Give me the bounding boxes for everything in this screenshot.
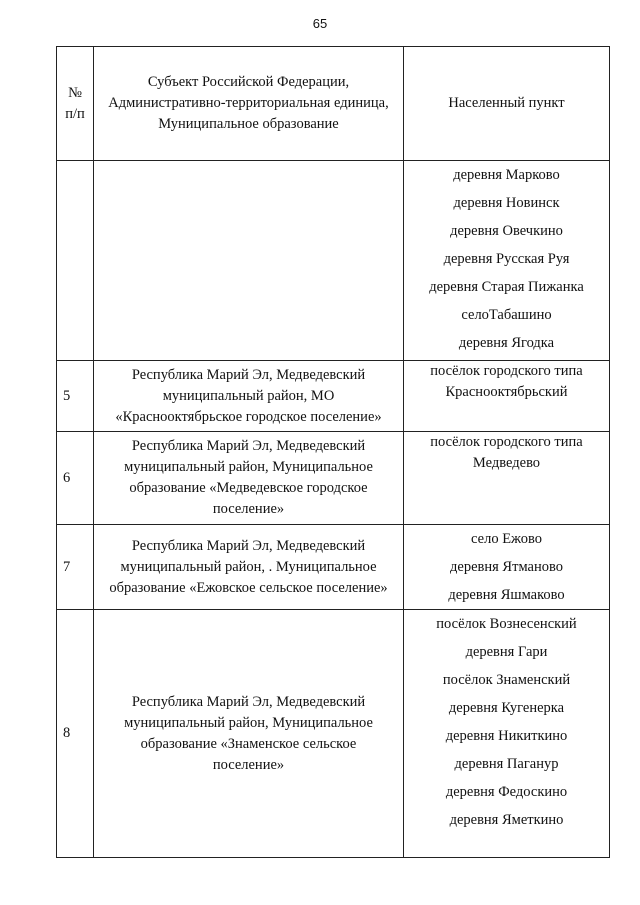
row-subject <box>94 525 404 610</box>
row-places <box>404 525 610 610</box>
place-item: деревня Овечкино <box>450 223 563 239</box>
subject-line: муниципальный район, Муниципальное <box>124 714 373 731</box>
place-item: село Ежово <box>471 531 542 547</box>
subject-line: муниципальный район, . Муниципальное <box>120 558 377 575</box>
row-places <box>404 432 610 525</box>
table-header-row <box>57 47 610 161</box>
page-number: 65 <box>312 16 328 31</box>
place-item: посёлок Знаменский <box>442 672 571 688</box>
subject-line: Республика Марий Эл, Медведевский <box>131 693 366 710</box>
place-item: Медведево <box>472 455 541 471</box>
table-row <box>57 610 610 858</box>
header-number-line: п/п <box>65 105 85 122</box>
subject-line: поселение» <box>212 501 285 517</box>
place-item: деревня Старая Пижанка <box>429 279 584 295</box>
place-item: посёлок городского типа <box>430 363 583 379</box>
place-item: деревня Кугенерка <box>448 700 565 716</box>
table-row <box>57 361 610 432</box>
row-places <box>404 161 610 361</box>
place-item: селоТабашино <box>461 307 552 323</box>
row-number: 7 <box>57 525 94 610</box>
header-place: Населенный пункт <box>404 47 610 161</box>
table-row <box>57 525 610 610</box>
row-subject <box>94 432 404 525</box>
subject-line: образование «Медведевское городское <box>129 480 368 496</box>
header-number-line: № <box>68 84 82 101</box>
row-number: 5 <box>57 361 94 432</box>
place-item: посёлок Вознесенский <box>436 616 577 632</box>
place-item: деревня Федоскино <box>445 784 568 800</box>
subject-line: поселение» <box>212 756 285 773</box>
place-item: деревня Новинск <box>453 195 560 211</box>
row-number <box>57 161 94 361</box>
place-item: деревня Марково <box>453 167 560 183</box>
row-places <box>404 610 610 858</box>
place-item: деревня Гари <box>465 644 548 660</box>
row-subject <box>94 610 404 858</box>
settlements-table <box>56 46 610 858</box>
place-item: деревня Ягодка <box>458 335 555 351</box>
place-item: деревня Паганур <box>454 756 559 772</box>
place-item: Краснооктябрьский <box>445 384 568 400</box>
row-subject <box>94 161 404 361</box>
place-item: деревня Яметкино <box>449 812 564 828</box>
header-number <box>57 47 94 161</box>
row-number: 8 <box>57 610 94 858</box>
row-number: 6 <box>57 432 94 525</box>
place-item: посёлок городского типа <box>430 434 583 450</box>
header-subject-line: Административно-территориальная единица, <box>108 95 389 111</box>
table-row <box>57 161 610 361</box>
subject-line: образование «Ежовское сельское поселение» <box>109 579 388 596</box>
subject-line: муниципальный район, Муниципальное <box>124 459 373 475</box>
subject-line: «Краснооктябрьское городское поселение» <box>115 408 382 425</box>
row-subject <box>94 361 404 432</box>
subject-line: Республика Марий Эл, Медведевский <box>131 537 366 554</box>
header-subject-line: Муниципальное образование <box>158 116 339 132</box>
subject-line: Республика Марий Эл, Медведевский <box>131 366 366 383</box>
row-places <box>404 361 610 432</box>
place-item: деревня Русская Руя <box>443 251 570 267</box>
subject-line: Республика Марий Эл, Медведевский <box>131 438 366 454</box>
place-item: деревня Яшмаково <box>448 587 565 603</box>
subject-line: образование «Знаменское сельское <box>140 735 357 752</box>
header-subject-line: Субъект Российской Федерации, <box>147 74 350 90</box>
subject-line: муниципальный район, МО <box>162 387 335 404</box>
place-item: деревня Никиткино <box>445 728 568 744</box>
header-subject <box>94 47 404 161</box>
table-row <box>57 432 610 525</box>
place-item: деревня Ятманово <box>450 559 563 575</box>
